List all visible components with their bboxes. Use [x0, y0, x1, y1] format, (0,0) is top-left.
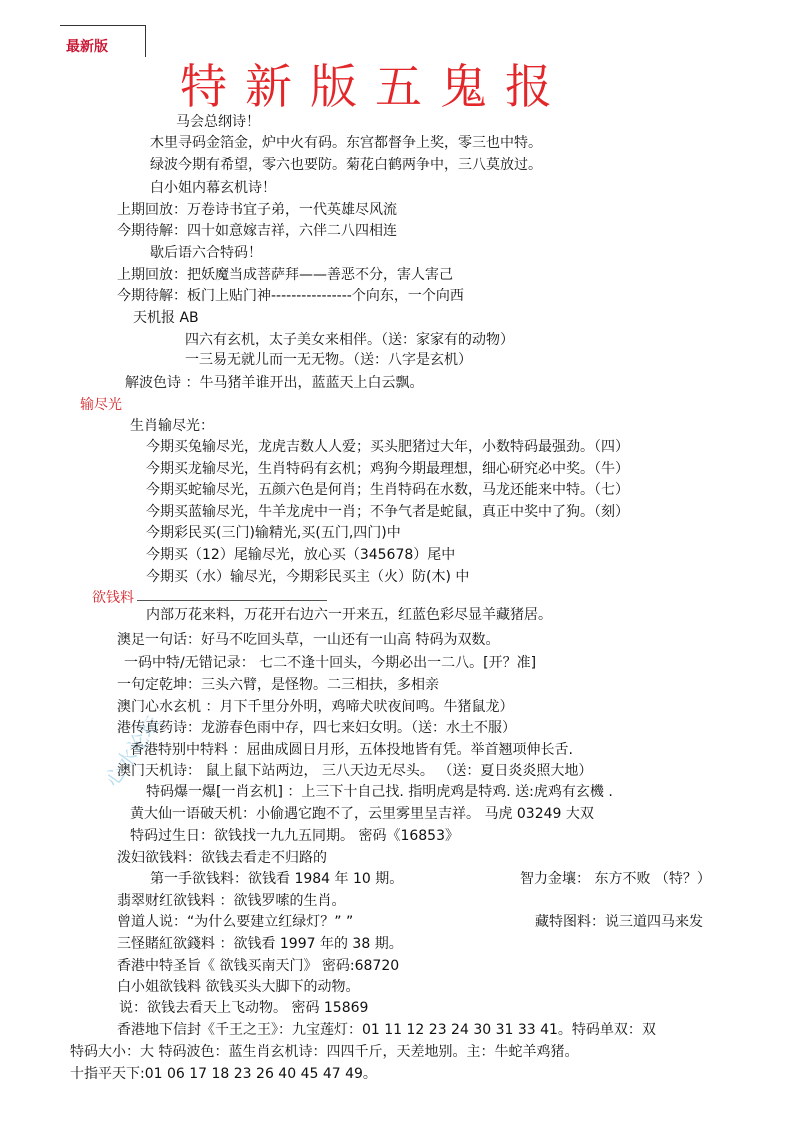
- text-line: 第一手欲钱料：欲钱看 1984 年 10 期。: [150, 871, 404, 887]
- text-line: 木里寻码金箔金，炉中火有码。东宫都督争上奖，零三也中特。: [150, 135, 542, 151]
- section-heading: 输尽光: [80, 397, 122, 413]
- text-line: 曾道人说：“为什么要建立红绿灯？” ”: [117, 914, 354, 930]
- text-line: 白小姐内幕玄机诗！: [150, 180, 276, 196]
- edition-badge: [60, 25, 146, 57]
- text-line: 泼妇欲钱料：欲钱去看走不归路的: [117, 850, 327, 866]
- text-line: 上期回放：万卷诗书宜子弟，一代英雄尽风流: [117, 202, 397, 218]
- text-line: 马会总纲诗！: [176, 114, 260, 130]
- text-line: 黄大仙一语破天机：小偷遇它跑不了，云里雾里呈吉祥。 马虎 03249 大双: [130, 806, 594, 822]
- text-line: 天机报 AB: [133, 310, 199, 326]
- text-line: 四六有玄机，太子美女来相伴。（送：家家有的动物）: [185, 332, 514, 348]
- text-line: 解波色诗 ：牛马猪羊谁开出，蓝蓝天上白云飘。: [125, 375, 424, 391]
- text-line: 十指平天下:01 06 17 18 23 26 40 45 47 49。: [70, 1066, 377, 1082]
- text-line: 智力金壤： 东方不败 （特？）: [520, 871, 711, 887]
- text-line: 香港中特圣旨《 欲钱买南天门》 密码:68720: [117, 958, 400, 974]
- text-line: 澳门心水玄机 ：月下千里分外明，鸡啼犬吠夜间鸣。牛猪鼠龙）: [117, 699, 514, 715]
- text-line: 白小姐欲钱料 欲钱买头大脚下的动物。: [117, 979, 360, 995]
- text-line: 今期买蛇输尽光，五颜六色是何肖；生肖特码在水数，马龙还能来中特。（七）: [146, 482, 629, 498]
- text-line: 今期彩民买(三门)输精光,买(五门,四门)中: [146, 525, 401, 541]
- text-line: 今期待解：板门上贴门神----------------个向东，一个向西: [117, 288, 464, 304]
- text-line: 歇后语六合特码！: [150, 245, 262, 261]
- text-line: 澳足一句话：好马不吃回头草，一山还有一山高 特码为双数。: [117, 632, 500, 648]
- text-line: 特码爆一爆[一肖玄机] ：上三下十自己找. 指明虎鸡是特鸡. 送:虎鸡有玄機 .: [146, 784, 613, 800]
- text-line: 特码过生日：欲钱找一九九五同期。 密码《16853》: [130, 828, 459, 844]
- text-line: 香港特别中特料 ：屈曲成圆日月形，五体投地皆有凭。举首翘项伸长舌.: [130, 742, 573, 758]
- text-line: 内部万花来料，万花开右边六一开来五，红蓝色彩尽显羊藏猪居。: [146, 607, 552, 623]
- text-line: 生肖输尽光：: [130, 418, 214, 434]
- text-line: 翡翠财红欲钱料 ：欲钱罗嗦的生肖。: [117, 893, 346, 909]
- text-line: 今期买兔输尽光，龙虎吉数人人爱；买头肥猪过大年，小数特码最强劲。（四）: [146, 439, 629, 455]
- text-line: 香港地下信封《千王之王》：九宝莲灯：01 11 12 23 24 30 31 33 41。特码单双：双: [117, 1022, 656, 1038]
- text-line: 三怪賭紅欲錢料 ：欲钱看 1997 年的 38 期。: [117, 936, 403, 952]
- section-heading: 欲钱料: [92, 590, 134, 606]
- text-line: 今期待解：四十如意嫁吉祥，六伴二八四相连: [117, 223, 397, 239]
- page-title: 特新版五鬼报: [180, 60, 570, 115]
- text-line: 说：欲钱去看天上飞动物。 密码 15869: [119, 1000, 369, 1016]
- text-line: 一三易无就儿而一无无物。（送：八字是玄机）: [185, 352, 472, 368]
- divider: [137, 600, 327, 601]
- text-line: 绿波今期有希望，零六也要防。菊花白鹤两争中，三八莫放过。: [150, 157, 542, 173]
- text-line: 藏特图料：说三道四马来发: [535, 914, 703, 930]
- watermark: 心水论坛: [99, 711, 166, 791]
- text-line: 一码中特/无错记录： 七二不逢十回头，今期必出一二八。[开？准]: [124, 655, 537, 671]
- text-line: 一句定乾坤：三头六臂，是怪物。二三相扶，多相亲: [117, 677, 439, 693]
- text-line: 澳门天机诗： 鼠上鼠下站两边， 三八天边无尽头。 （送：夏日炎炎照大地）: [117, 763, 593, 779]
- text-line: 今期买（水）输尽光，今期彩民买主（火）防(木) 中: [146, 569, 470, 585]
- text-line: 特码大小：大 特码波色：蓝生肖玄机诗：四四千斤，天差地别。主：牛蛇羊鸡猪。: [70, 1044, 579, 1060]
- text-line: 港传真药诗：龙游春色雨中存，四七来妇女明。（送：水土不服）: [117, 720, 516, 736]
- text-line: 今期买龙输尽光，生肖特码有玄机；鸡狗今期最理想，细心研究必中奖。（牛）: [146, 461, 629, 477]
- text-line: 上期回放：把妖魔当成菩萨拜——善恶不分，害人害己: [117, 267, 453, 283]
- edition-badge-label: 最新版: [66, 39, 108, 55]
- text-line: 今期买蓝输尽光，牛羊龙虎中一肖；不争气者是蛇鼠，真正中奖中了狗。（刻）: [146, 504, 629, 520]
- text-line: 今期买（12）尾输尽光，放心买（345678）尾中: [146, 547, 456, 563]
